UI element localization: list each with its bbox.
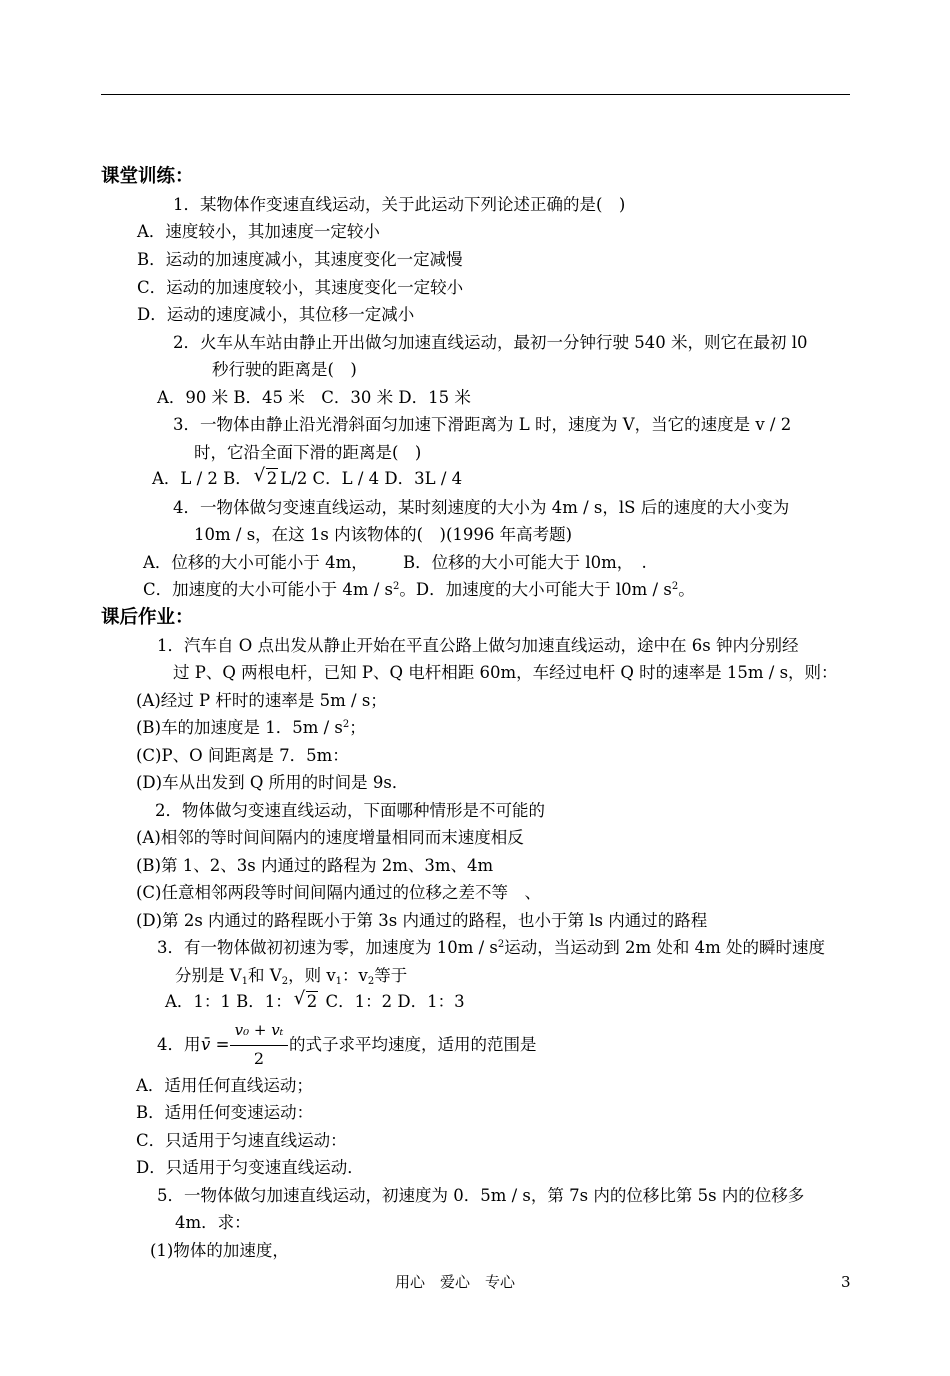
hw-q2-option-d: (D)第 2s 内通过的路程既小于第 3s 内通过的路程，也小于第 ls 内通过的路程 <box>136 911 708 930</box>
hw-q3-stem-line2: 分别是 $V_1$和 $V_2$，则 $v_1$：$v_2$等于 <box>175 966 408 987</box>
hw-q3-options: A．1：1 B．1： √ 2 C．1：2 D．1：3 <box>165 988 465 1011</box>
q4-option-cd: C．加速度的大小可能小于 $4m / s^2$。D．加速度的大小可能大于 $l0m / s^2$。 <box>143 580 695 599</box>
hw-q4-option-d: D．只适用于匀变速直线运动． <box>136 1158 364 1177</box>
hw-q3-stem-line1: 3．有一物体做初初速为零，加速度为 $10m / s^2$运动，当运动到 2m 处和 4m 处的瞬时速度 <box>157 938 826 957</box>
fraction-bar <box>230 1045 288 1046</box>
q1-option-c: C．运动的加速度较小，其速度变化一定较小 <box>137 278 464 297</box>
hw-q1-option-d: (D)车从出发到 Q 所用的时间是 9s． <box>136 773 409 792</box>
hw-q5-stem-line1: 5．一物体做匀加速直线运动，初速度为 0．5m / s，第 7s 内的位移比第 5s 内的位移多 <box>157 1186 805 1205</box>
q1-option-a: A．速度较小，其加速度一定较小 <box>137 222 380 241</box>
q4-stem-line2: 10m / s，在这 1s 内该物体的( )(1996 年高考题) <box>194 525 573 544</box>
section-heading-classroom: 课堂训练： <box>101 166 194 187</box>
hw-q4-stem-post: 的式子求平均速度，适用的范围是 <box>289 1035 537 1054</box>
footer-motto: 用心 爱心 专心 <box>395 1273 516 1291</box>
q2-options: A．90 米 B．45 米 C．30 米 D．15 米 <box>157 388 471 407</box>
sqrt-symbol: √ 2 <box>293 988 318 1011</box>
hw-q4-option-b: B．适用任何变速运动： <box>136 1103 314 1122</box>
q1-option-b: B．运动的加速度减小，其速度变化一定减慢 <box>137 250 463 269</box>
q3-stem-line2: 时，它沿全面下滑的距离是( ) <box>194 443 422 462</box>
q3-options <box>152 465 463 489</box>
hw-q2-stem: 2．物体做匀变速直线运动，下面哪种情形是不可能的 <box>155 801 545 820</box>
hw-q1-option-c: (C)P、O 间距离是 7．5m： <box>136 746 349 765</box>
hw-q2-option-c: (C)任意相邻两段等时间间隔内通过的位移之差不等 、 <box>136 883 541 902</box>
q4-option-a: A．位移的大小可能小于 4m， <box>143 553 368 572</box>
hw-q1-stem-line1: 1．汽车自 O 点出发从静止开始在平直公路上做匀加速直线运动，途中在 6s 钟内分别经 <box>157 636 799 655</box>
q4-option-b: B．位移的大小可能大于 l0m， . <box>403 553 647 572</box>
q1-option-d: D．运动的速度减小，其位移一定减小 <box>137 305 415 324</box>
q3-options-rest: L/2 C．L / 4 D．3L / 4 <box>280 469 463 488</box>
section-heading-homework: 课后作业： <box>101 607 194 628</box>
hw-q4-option-a: A．适用任何直线运动； <box>136 1076 313 1095</box>
header-rule <box>101 94 850 95</box>
q3-options-a: A．L / 2 B． <box>152 469 252 488</box>
hw-q4-option-c: C．只适用于匀速直线运动： <box>136 1131 347 1150</box>
hw-q2-option-a: (A)相邻的等时间间隔内的速度增量相同而末速度相反 <box>136 828 524 847</box>
hw-q1-option-b: (B)车的加速度是 1．$5m / s^2$； <box>136 718 366 737</box>
formula-numerator: v₀ + vₜ <box>234 1021 284 1039</box>
q3-stem-line1: 3．一物体由静止沿光滑斜面匀加速下滑距离为 L 时，速度为 V，当它的速度是 v / 2 <box>173 415 792 434</box>
hw-q1-stem-line2: 过 P、Q 两根电杆，已知 P、Q 电杆相距 60m，车经过电杆 Q 时的速率是 15m / s，则： <box>173 663 838 682</box>
hw-q5-stem-line2: 4m．求： <box>175 1213 251 1232</box>
sqrt-symbol: √ 2 <box>253 465 278 488</box>
hw-q4-stem-pre: 4．用 <box>157 1035 201 1054</box>
page-number: 3 <box>841 1273 851 1291</box>
hw-q5-sub1: (1)物体的加速度， <box>150 1241 289 1260</box>
formula-denominator: 2 <box>253 1049 265 1068</box>
q2-stem-line2: 秒行驶的距离是( ) <box>212 360 357 379</box>
q4-stem-line1: 4．一物体做匀变速直线运动，某时刻速度的大小为 4m / s，lS 后的速度的大小变为 <box>173 498 790 517</box>
q2-stem-line1: 2．火车从车站由静止开出做匀加速直线运动，最初一分钟行驶 540 米，则它在最初 l0 <box>173 333 808 352</box>
q1-stem: 1．某物体作变速直线运动，关于此运动下列论述正确的是( ) <box>173 195 626 214</box>
average-velocity-symbol: v̄ = <box>201 1035 230 1054</box>
hw-q1-option-a: (A)经过 P 杆时的速率是 5m / s； <box>136 691 387 710</box>
hw-q2-option-b: (B)第 1、2、3s 内通过的路程为 2m、3m、4m <box>136 856 494 875</box>
